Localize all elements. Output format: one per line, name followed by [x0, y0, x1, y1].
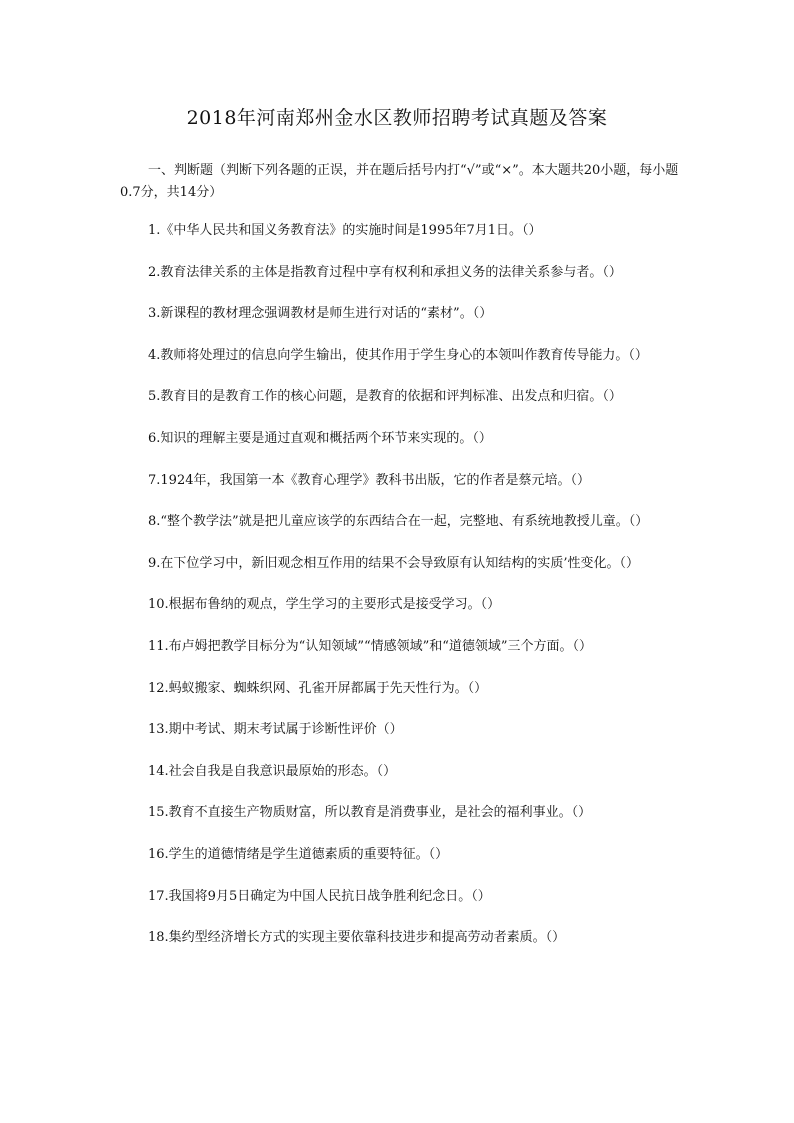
- question-list: [120, 220, 680, 969]
- question-item: 10.根据布鲁纳的观点，学生学习的主要形式是接受学习。（）: [148, 597, 501, 613]
- question-item: 2.教育法律关系的主体是指教育过程中享有权利和承担义务的法律关系参与者。（）: [148, 264, 622, 280]
- question-item: 12.蚂蚁搬家、蜘蛛织网、孔雀开屏都属于先天性行为。（）: [148, 680, 488, 696]
- question-item: 14.社会自我是自我意识最原始的形态。（）: [148, 763, 397, 779]
- section-instructions: 一、判断题（判断下列各题的正误，并在题后括号内打“√”或“×”。本大题共20小题，每小题0.7分，共14分）: [120, 163, 679, 200]
- question-item: 16.学生的道德情绪是学生道德素质的重要特征。（）: [148, 846, 449, 862]
- question-item: 9.在下位学习中，新旧观念相互作用的结果不会导致原有认知结构的实质’性变化。（）: [148, 555, 640, 571]
- question-item: 15.教育不直接生产物质财富，所以教育是消费事业，是社会的福利事业。（）: [148, 805, 592, 821]
- question-item: 8.“整个教学法”就是把儿童应该学的东西结合在一起，完整地、有系统地教授儿童。（）: [148, 514, 649, 530]
- question-item: 18.集约型经济增长方式的实现主要依靠科技进步和提高劳动者素质。（）: [148, 930, 566, 946]
- question-item: 13.期中考试、期末考试属于诊断性评价（）: [148, 722, 403, 738]
- question-item: 6.知识的理解主要是通过直观和概括两个环节来实现的。（）: [148, 430, 492, 446]
- question-item: 3.新课程的教材理念强调教材是师生进行对话的“素材”。（）: [148, 306, 493, 322]
- question-item: 5.教育目的是教育工作的核心问题，是教育的依据和评判标准、出发点和归宿。（）: [148, 389, 622, 405]
- question-item: 17.我国将9月5日确定为中国人民抗日战争胜利纪念日。（）: [148, 888, 491, 904]
- question-item: 4.教师将处理过的信息向学生输出，使其作用于学生身心的本领叫作教育传导能力。（）: [148, 347, 648, 363]
- page-title: 2018年河南郑州金水区教师招聘考试真题及答案: [186, 107, 608, 129]
- question-item: 1.《中华人民共和国义务教育法》的实施时间是1995年7月1日。（）: [148, 223, 542, 238]
- question-item: 7.1924年，我国第一本《教育心理学》教科书出版，它的作者是蔡元培。（）: [148, 472, 590, 488]
- question-item: 11.布卢姆把教学目标分为“认知领域”“情感领域”和“道德领域”三个方面。（）: [148, 638, 593, 654]
